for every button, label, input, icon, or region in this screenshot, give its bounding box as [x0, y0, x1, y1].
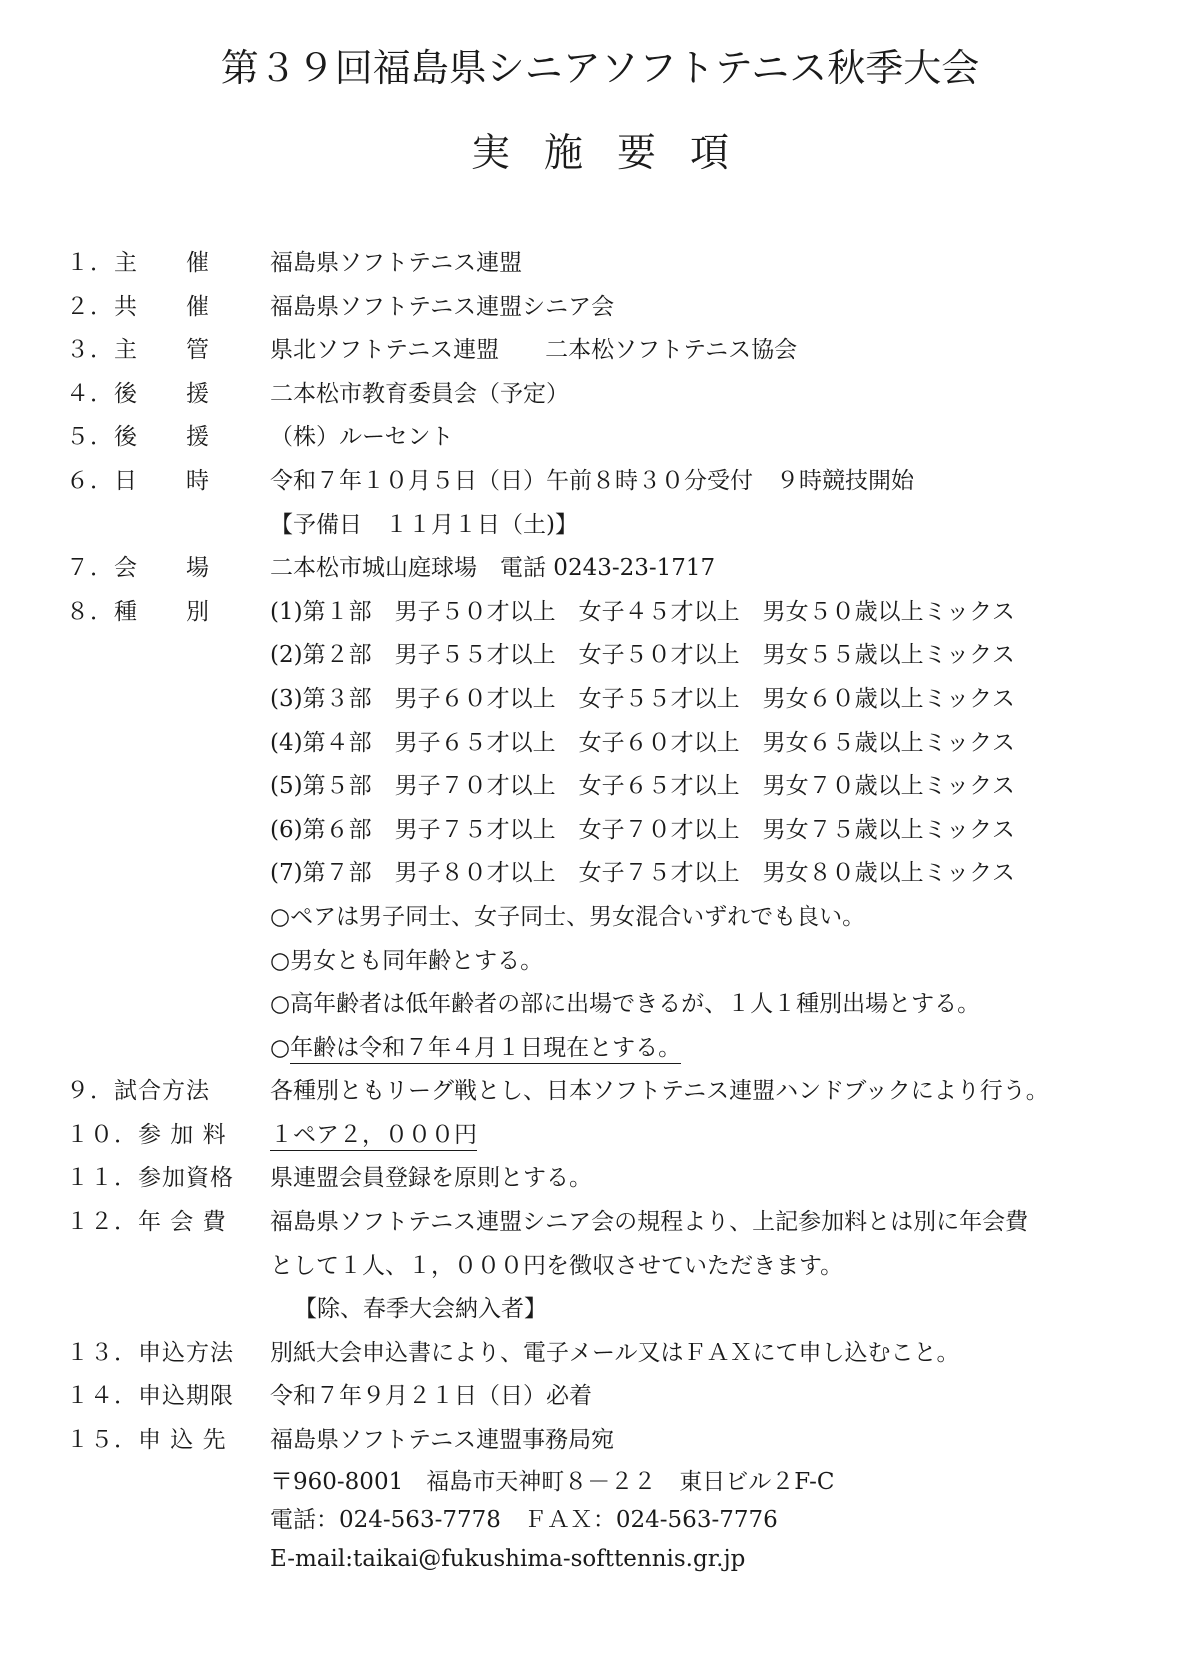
item-value: 令和７年９月２１日（日）必着 [270, 1383, 592, 1410]
list-item-submit-to [0, 1419, 1200, 1463]
list-item-management [0, 329, 1200, 373]
item-label: ９．試合方法 [66, 1078, 210, 1105]
list-item-co-host [0, 286, 1200, 330]
bullet-mark: ○ [270, 1034, 291, 1061]
item-value: (4)第４部 男子６５才以上 女子６０才以上 男女６５歳以上ミックス [270, 729, 1015, 756]
item-value: 別紙大会申込書により、電子メール又はＦＡＸにて申し込むこと。 [270, 1339, 960, 1366]
list-item-category-6 [0, 809, 1200, 853]
list-item-note-age-date [0, 1027, 1200, 1071]
list-item-venue [0, 547, 1200, 591]
item-label: １０．参 加 料 [66, 1121, 227, 1148]
list-item-category-5 [0, 765, 1200, 809]
list-item-match-format [0, 1070, 1200, 1114]
item-value [270, 1027, 681, 1071]
item-label: １４．申込期限 [66, 1383, 234, 1410]
item-label: ４．後 援 [66, 380, 210, 407]
item-label: ５．後 援 [66, 424, 210, 451]
list-item-annual-fee [0, 1201, 1200, 1245]
list-item-reserve-day [0, 504, 1200, 548]
list-item-address [0, 1463, 1200, 1502]
list-item-application-method [0, 1332, 1200, 1376]
guideline-list [0, 242, 1200, 1578]
list-item-category-2 [0, 634, 1200, 678]
item-value: 福島県ソフトテニス連盟シニア会 [270, 293, 615, 320]
item-value: 令和７年１０月５日（日）午前８時３０分受付 ９時競技開始 [270, 467, 914, 494]
list-item-organizer [0, 242, 1200, 286]
item-value: (3)第３部 男子６０才以上 女子５５才以上 男女６０歳以上ミックス [270, 685, 1015, 712]
item-value: として１人、１，０００円を徴収させていただきます。 [270, 1252, 844, 1279]
item-label: １５．申 込 先 [66, 1427, 227, 1454]
item-label: ３．主 管 [66, 337, 210, 364]
item-value [270, 1114, 477, 1158]
list-item-note-older-players [0, 983, 1200, 1027]
item-value: 各種別ともリーグ戦とし、日本ソフトテニス連盟ハンドブックにより行う。 [270, 1078, 1049, 1105]
item-value: 県連盟会員登録を原則とする。 [270, 1165, 592, 1192]
item-value: （株）ルーセント [270, 424, 454, 451]
list-item-eligibility [0, 1157, 1200, 1201]
item-value: (2)第２部 男子５５才以上 女子５０才以上 男女５５歳以上ミックス [270, 642, 1015, 669]
document-title: 第３９回福島県シニアソフトテニス秋季大会 [220, 46, 980, 90]
item-value: (7)第７部 男子８０才以上 女子７５才以上 男女８０歳以上ミックス [270, 860, 1015, 887]
list-item-phone-fax [0, 1501, 1200, 1540]
underlined-text: １ペア２，０００円 [270, 1122, 477, 1151]
item-value: 電話：024-563-7778 ＦＡＸ：024-563-7776 [270, 1507, 778, 1534]
underlined-text: 年齢は令和７年４月１日現在とする。 [290, 1035, 681, 1064]
item-label: １１．参加資格 [66, 1165, 234, 1192]
item-label: １３．申込方法 [66, 1339, 234, 1366]
list-item-datetime [0, 460, 1200, 504]
list-item-support-2 [0, 416, 1200, 460]
item-value: 【除、春季大会納入者】 [294, 1296, 547, 1323]
email-link[interactable]: E-mail:taikai@fukushima-softtennis.gr.jp [270, 1545, 746, 1572]
list-item-entry-fee [0, 1114, 1200, 1158]
item-label: ６．日 時 [66, 467, 210, 494]
list-item-email [0, 1540, 1200, 1579]
item-value: 福島県ソフトテニス連盟 [270, 250, 523, 276]
item-label: １２．年 会 費 [66, 1209, 227, 1236]
item-value: 福島県ソフトテニス連盟シニア会の規程より、上記参加料とは別に年会費 [270, 1209, 1029, 1236]
item-value: ○ペアは男子同士、女子同士、男女混合いずれでも良い。 [270, 903, 866, 930]
item-value: ○男女とも同年齢とする。 [270, 947, 544, 974]
list-item-annual-fee-exemption [0, 1288, 1200, 1332]
list-item-category-1 [0, 591, 1200, 635]
item-value: (6)第６部 男子７５才以上 女子７０才以上 男女７５歳以上ミックス [270, 816, 1015, 843]
list-item-category-7 [0, 852, 1200, 896]
item-value: 二本松市城山庭球場 電話 0243-23-1717 [270, 555, 716, 582]
item-value: 県北ソフトテニス連盟 二本松ソフトテニス協会 [270, 337, 798, 364]
document-subtitle: 実施要項 [470, 131, 763, 176]
list-item-support-1 [0, 373, 1200, 417]
item-value: 〒960-8001 福島市天神町８－２２ 東日ビル２F-C [270, 1468, 835, 1495]
list-item-annual-fee-cont [0, 1245, 1200, 1289]
item-value: (1)第１部 男子５０才以上 女子４５才以上 男女５０歳以上ミックス [270, 598, 1015, 625]
item-value: (5)第５部 男子７０才以上 女子６５才以上 男女７０歳以上ミックス [270, 773, 1015, 800]
item-label: ２．共 催 [66, 293, 210, 320]
list-item-category-3 [0, 678, 1200, 722]
list-item-note-pairs [0, 896, 1200, 940]
item-label: ８．種 別 [66, 598, 210, 625]
list-item-note-same-age [0, 940, 1200, 984]
list-item-deadline [0, 1375, 1200, 1419]
item-value: 福島県ソフトテニス連盟事務局宛 [270, 1427, 615, 1454]
item-value: 【予備日 １１月１日（土)】 [270, 511, 578, 538]
list-item-category-4 [0, 722, 1200, 766]
item-label: ７．会 場 [66, 555, 210, 582]
item-value: 二本松市教育委員会（予定） [270, 380, 569, 407]
item-label: １．主 催 [66, 250, 210, 276]
item-value: ○高年齢者は低年齢者の部に出場できるが、１人１種別出場とする。 [270, 991, 981, 1018]
